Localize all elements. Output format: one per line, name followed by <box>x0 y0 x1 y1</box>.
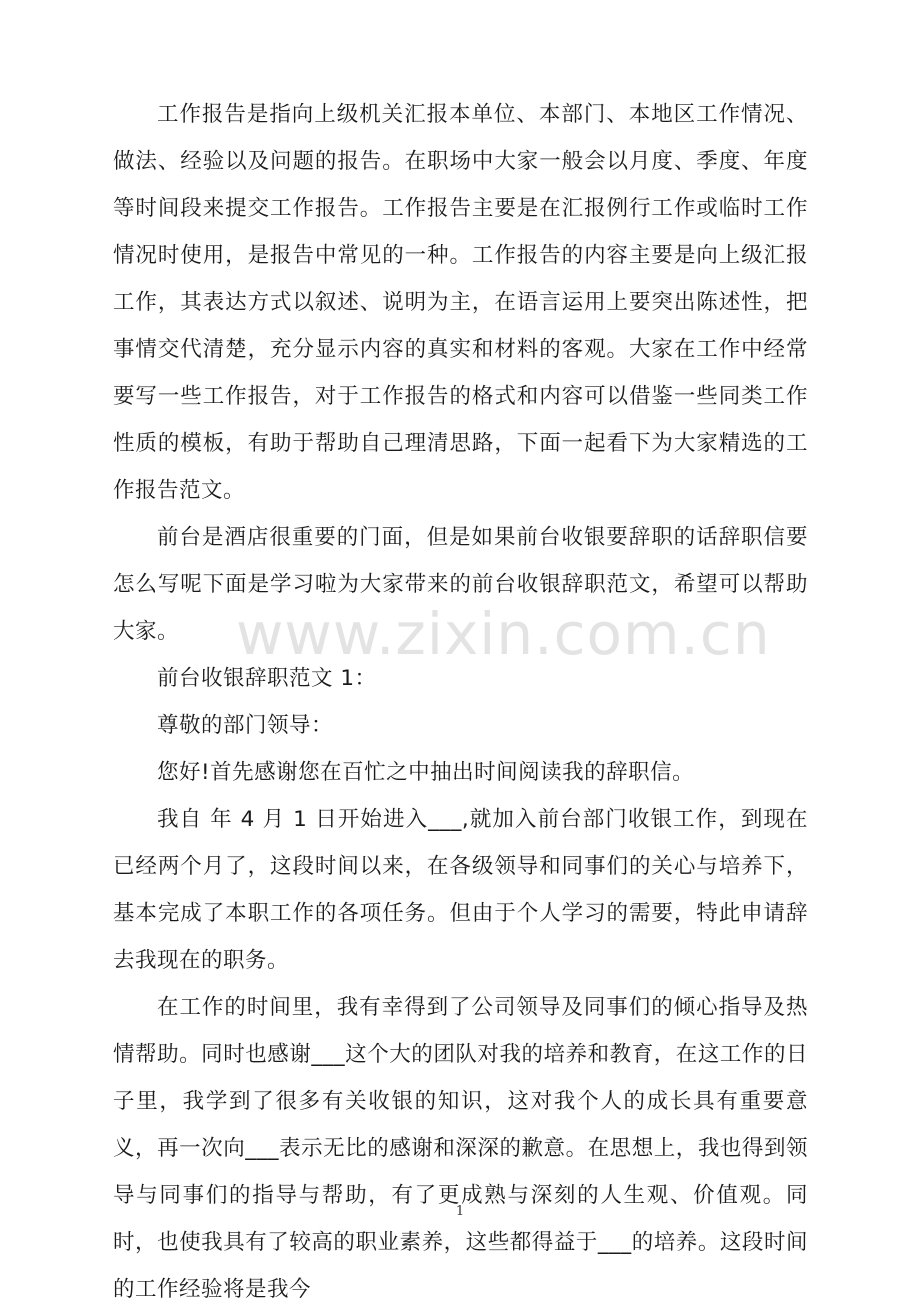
paragraph-sample-title: 前台收银辞职范文 1： <box>157 666 377 691</box>
paragraph-body-1: 我自 年 4 月 1 日开始进入___,就加入前台部门收银工作，到现在已经两个月了，这段时间以来，在各级领导和同事们的关心与培养下，基本完成了本职工作的各项任务。但由于个人学习的需要，特此申请辞去我现在的职务。 <box>113 807 808 973</box>
paragraph-intro: 工作报告是指向上级机关汇报本单位、本部门、本地区工作情况、做法、经验以及问题的报告。在职场中大家一般会以月度、季度、年度等时间段来提交工作报告。工作报告主要是在汇报例行工作或临时工作情况时使用，是报告中常见的一种。工作报告的内容主要是向上级汇报工作，其表达方式以叙述、说明为主，在语言运用上要突出陈述性，把事情交代清楚，充分显示内容的真实和材料的客观。大家在工作中经常要写一些工作报告，对于工作报告的格式和内容可以借鉴一些同类工作性质的模板，有助于帮助自己理清思路，下面一起看下为大家精选的工作报告范文。 <box>113 102 808 503</box>
paragraph-body-2: 在工作的时间里，我有幸得到了公司领导及同事们的倾心指导及热情帮助。同时也感谢___这个大的团队对我的培养和教育，在这工作的日子里，我学到了很多有关收银的知识，这对我个人的成长具有重要意义，再一次向___表示无比的感谢和深深的歉意。在思想上，我也得到领导与同事们的指导与帮助，有了更成熟与深刻的人生观、价值观。同时，也使我具有了较高的职业素养，这些都得益于___的培养。这段时间的工作经验将是我今 <box>113 995 808 1302</box>
paragraph-salutation: 尊敬的部门领导： <box>157 713 334 738</box>
paragraph-front-desk: 前台是酒店很重要的门面，但是如果前台收银要辞职的话辞职信要怎么写呢下面是学习啦为大家带来的前台收银辞职范文，希望可以帮助大家。 <box>113 525 808 644</box>
document-body <box>113 91 808 1313</box>
page-number: 1 <box>455 1204 465 1219</box>
paragraph-greeting: 您好!首先感谢您在百忙之中抽出时间阅读我的辞职信。 <box>157 760 695 785</box>
watermark: www.zixin.com.cn <box>236 600 771 668</box>
